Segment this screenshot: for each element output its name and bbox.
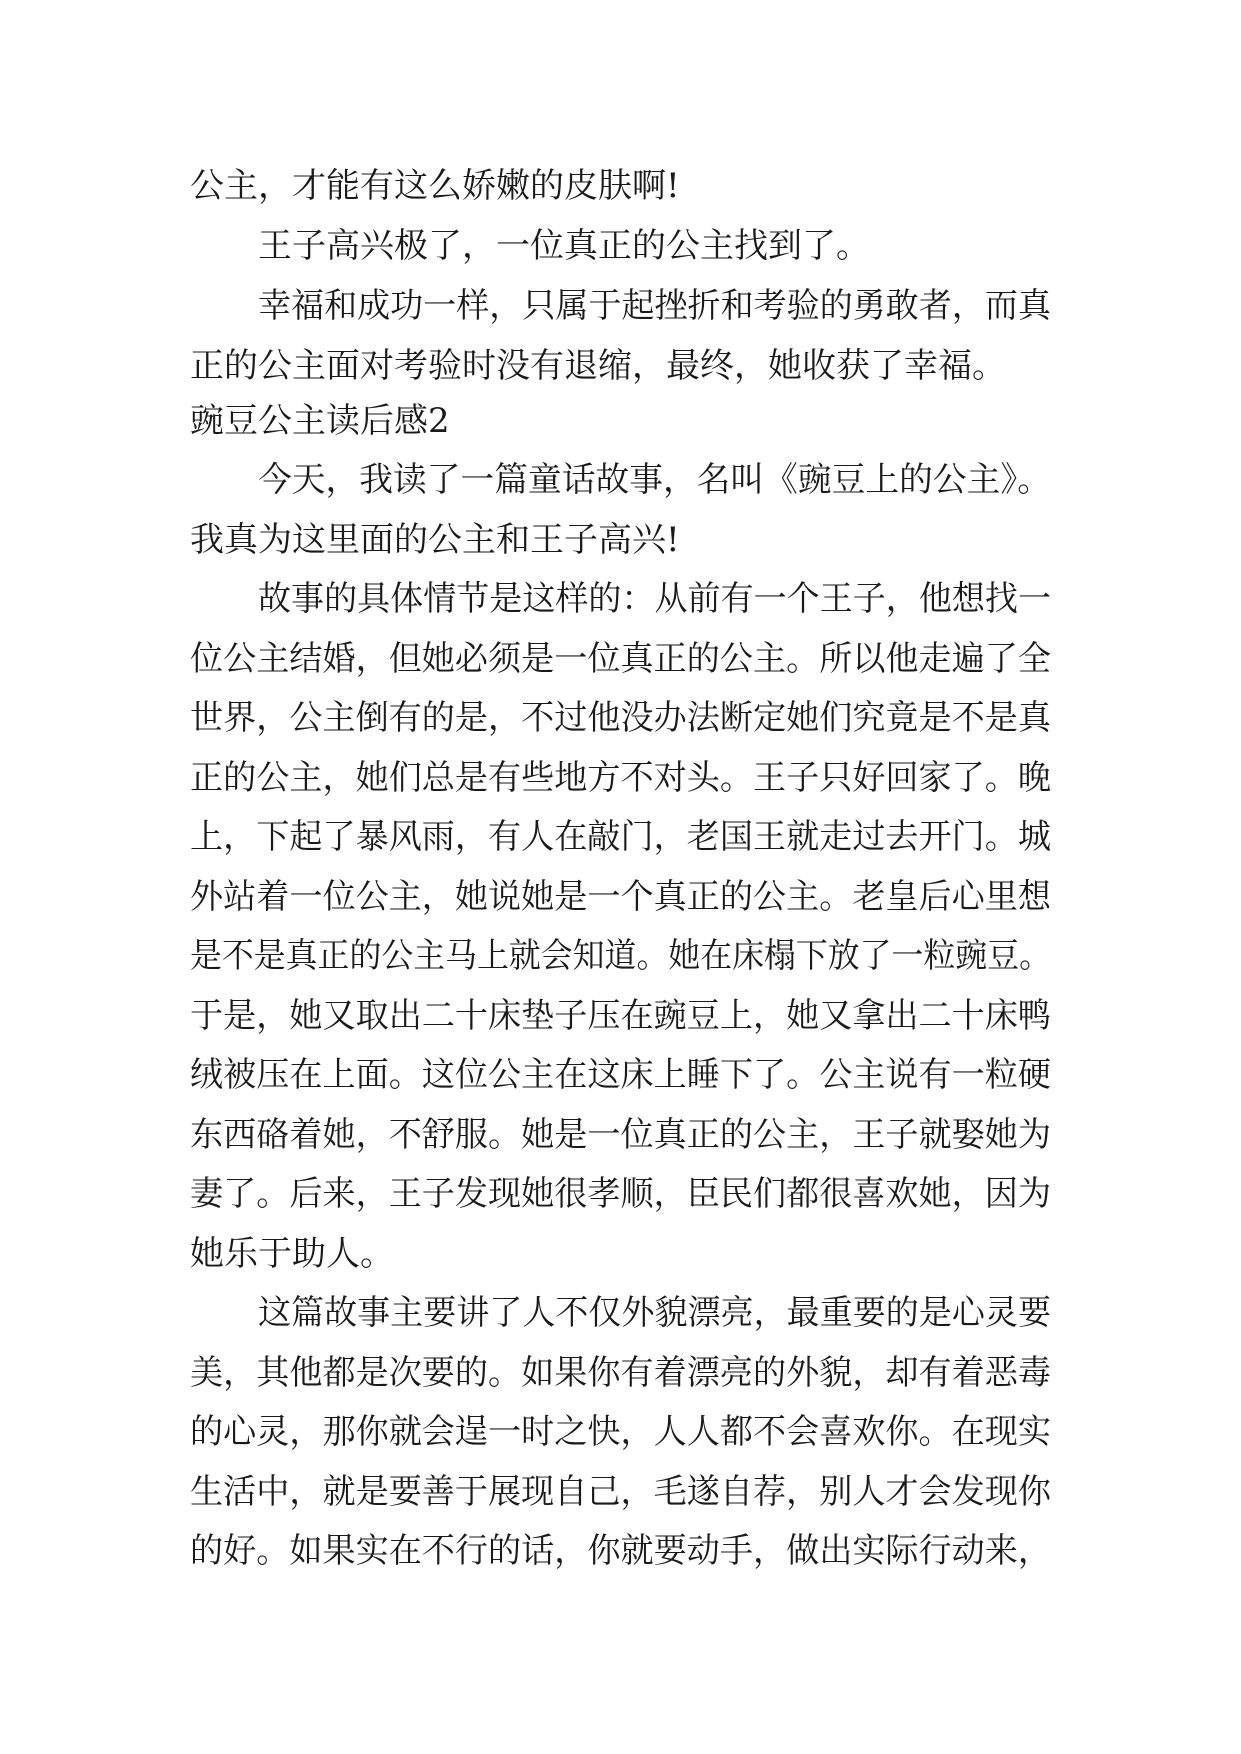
paragraph-line: 这篇故事主要讲了人不仅外貌漂亮，最重要的是心灵要 xyxy=(258,1293,1051,1333)
paragraph-line: 今天，我读了一篇童话故事，名叫《豌豆上的公主》。 xyxy=(258,460,1052,500)
text-line: 我真为这里面的公主和王子高兴! xyxy=(190,520,680,560)
text-line: 她乐于助人。 xyxy=(190,1234,394,1274)
text-line: 东西硌着她，不舒服。她是一位真正的公主，王子就娶她为 xyxy=(190,1115,1052,1155)
text-line: 外站着一位公主，她说她是一个真正的公主。老皇后心里想 xyxy=(190,877,1052,917)
text-line: 的心灵，那你就会逞一时之快，人人都不会喜欢你。在现实 xyxy=(190,1412,1052,1452)
text-line: 正的公主，她们总是有些地方不对头。王子只好回家了。晚 xyxy=(190,758,1052,798)
text-line: 妻了。后来，王子发现她很孝顺，臣民们都很喜欢她，因为 xyxy=(190,1174,1052,1214)
text-line: 绒被压在上面。这位公主在这床上睡下了。公主说有一粒硬 xyxy=(190,1055,1052,1095)
text-line: 于是，她又取出二十床垫子压在豌豆上，她又拿出二十床鸭 xyxy=(190,996,1052,1036)
text-line: 正的公主面对考验时没有退缩，最终，她收获了幸福。 xyxy=(190,346,1006,386)
text-line: 公主，才能有这么娇嫩的皮肤啊! xyxy=(190,166,680,206)
text-line: 世界，公主倒有的是，不过他没办法断定她们究竟是不是真 xyxy=(190,698,1052,738)
text-line: 是不是真正的公主马上就会知道。她在床榻下放了一粒豌豆。 xyxy=(190,936,1051,976)
text-line: 美，其他都是次要的。如果你有着漂亮的外貌，却有着恶毒 xyxy=(190,1353,1052,1393)
text-line: 位公主结婚，但她必须是一位真正的公主。所以他走遍了全 xyxy=(190,639,1052,679)
paragraph-line: 王子高兴极了，一位真正的公主找到了。 xyxy=(258,226,870,266)
text-line: 上，下起了暴风雨，有人在敲门，老国王就走过去开门。城 xyxy=(190,817,1052,857)
section-heading: 豌豆公主读后感2 xyxy=(190,401,450,441)
text-line: 生活中，就是要善于展现自己，毛遂自荐，别人才会发现你 xyxy=(190,1472,1052,1512)
text-line: 的好。如果实在不行的话，你就要动手，做出实际行动来， xyxy=(190,1531,1052,1571)
paragraph-line: 幸福和成功一样，只属于起挫折和考验的勇敢者，而真 xyxy=(258,286,1051,326)
paragraph-line: 故事的具体情节是这样的：从前有一个王子，他想找一 xyxy=(258,579,1051,619)
